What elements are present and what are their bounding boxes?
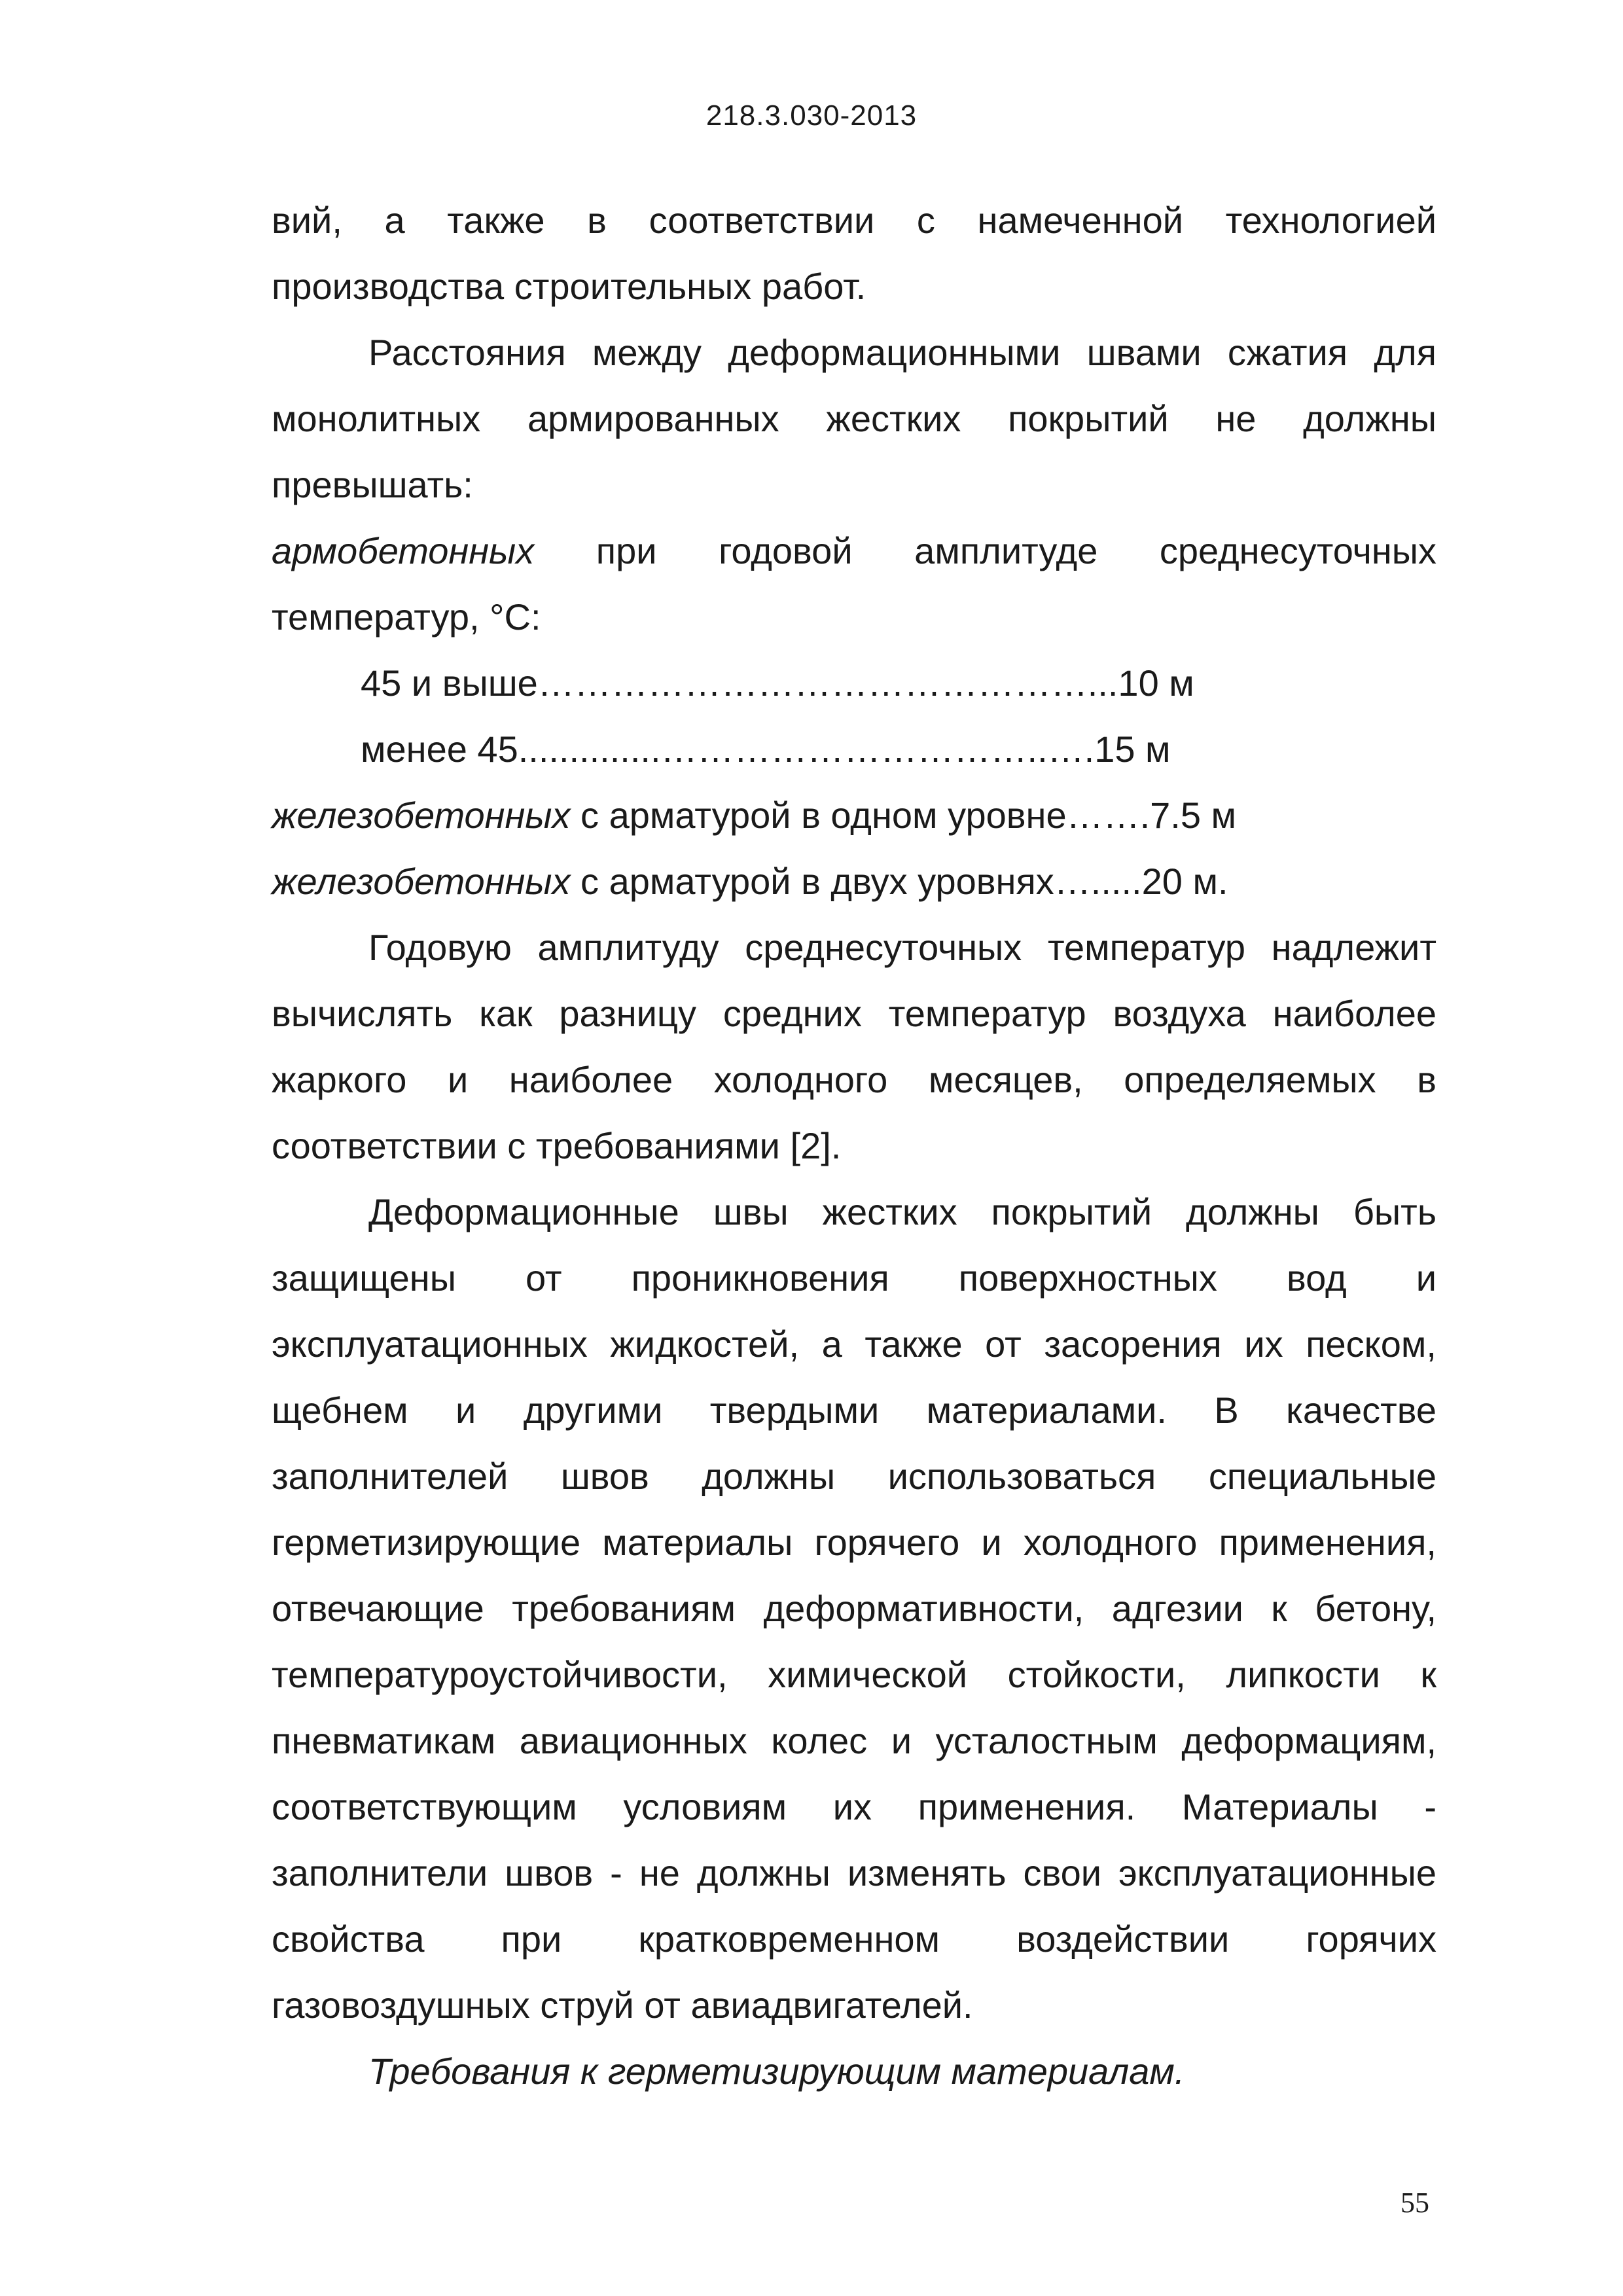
page-body <box>272 187 1436 2104</box>
two-levels-text: с арматурой в двух уровнях….....20 м. <box>570 861 1228 902</box>
single-level-text: с арматурой в одном уровне…….7.5 м <box>570 795 1237 836</box>
list-item-below-45: менее 45..............…………………………..….15 м <box>361 728 1171 770</box>
document-code-header: 218.3.030-2013 <box>705 99 918 132</box>
paragraph-temperature-amplitude: Годовую амплитуду среднесуточных температур надлежит вычислять как разницу средних температур воздуха наиболее жаркого и наиболее холодного месяцев, определяемых в соответствии с требованиями [2]. <box>272 927 1436 1166</box>
paragraph-deformation-joints: Деформационные швы жестких покрытий должны быть защищены от проникновения поверхностных вод и эксплуатационных жидкостей, а также от засорения их песком, щебнем и другими твердыми материалами. В качестве заполнителей швов должны использоваться специальные герметизирующие материалы горячего и холодного применения, отвечающие требованиям деформативности, адгезии к бетону, температуроустойчивости, химической стойкости, липкости к пневматикам авиационных колес и усталостным деформациям, соответствующим условиям их применения. Материалы - заполнители швов - не должны изменять свои эксплуатационные свойства при кратковременном воздействии горячих газовоздушных струй от авиадвигателей. <box>272 1191 1436 2026</box>
section-heading-sealant-requirements: Требования к герметизирующим материалам. <box>368 2051 1185 2092</box>
list-item-two-levels <box>272 848 1436 914</box>
paragraph-joint-spacing: Расстояния между деформационными швами сжатия для монолитных армированных жестких покрытий не должны превышать: <box>272 332 1436 505</box>
paragraph-armoconcrete <box>272 518 1436 650</box>
page-number: 55 <box>1400 2187 1429 2219</box>
list-item-single-level <box>272 782 1436 848</box>
term-armoconcrete: армобетонных <box>272 530 535 571</box>
term-reinforced-concrete: железобетонных <box>272 795 571 836</box>
term-reinforced-concrete: железобетонных <box>272 861 571 902</box>
armoconcrete-text: при годовой амплитуде среднесуточных температур, °С: <box>272 530 1436 637</box>
list-item-45-and-above: 45 и выше………………………………………...10 м <box>361 662 1194 704</box>
paragraph-continuation: вий, а также в соответствии с намеченной технологией производства строительных работ. <box>272 200 1436 307</box>
